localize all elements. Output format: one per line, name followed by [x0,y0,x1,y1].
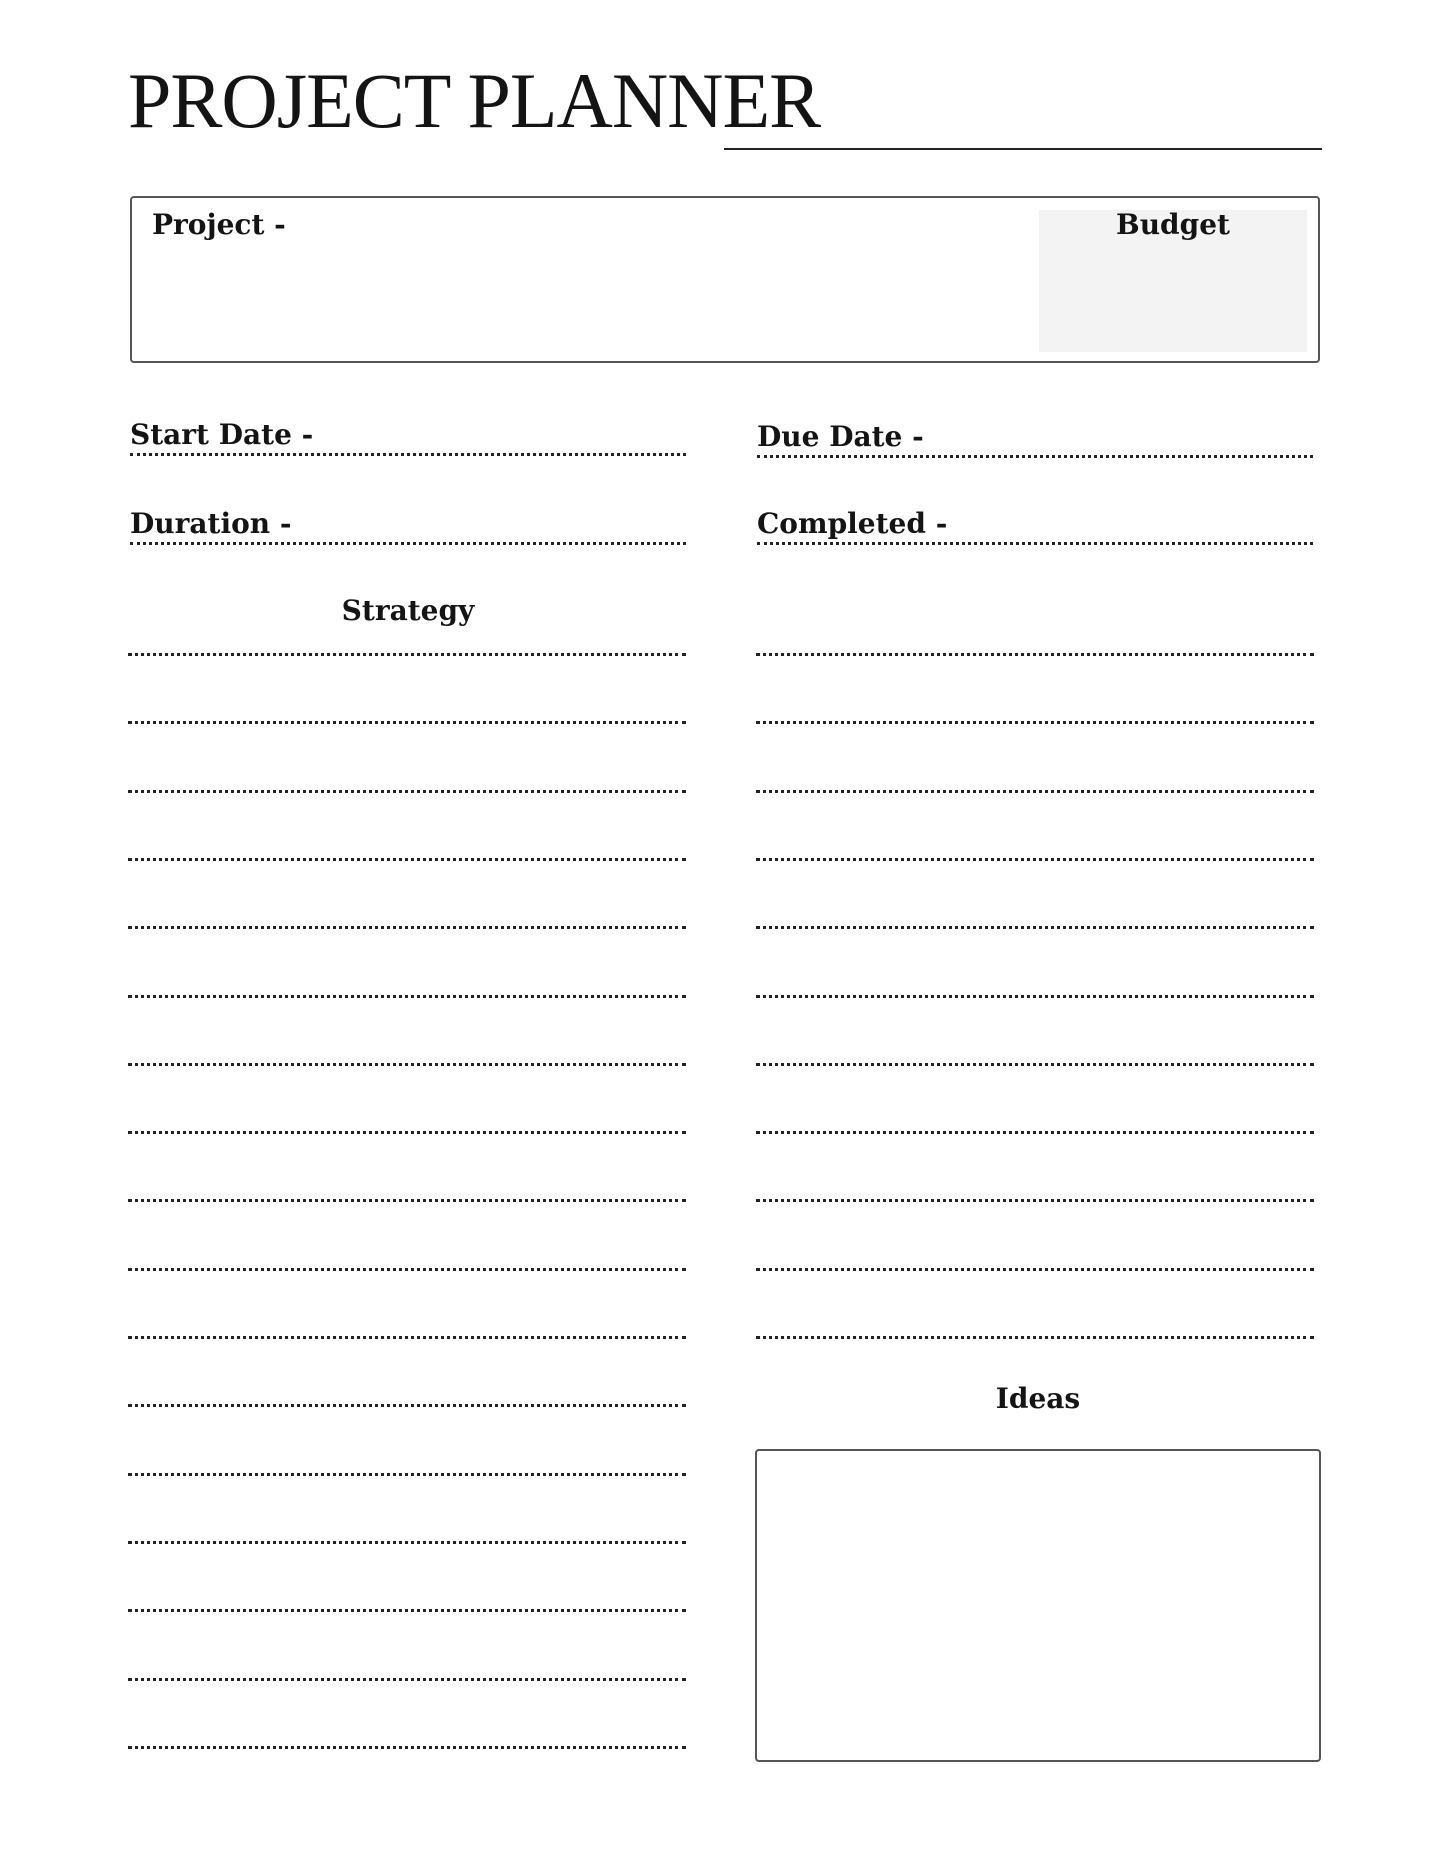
start-date-field[interactable] [130,400,686,456]
writing-line[interactable] [756,858,1314,861]
writing-line[interactable] [128,1404,686,1407]
writing-line[interactable] [128,1199,686,1202]
writing-line[interactable] [128,1746,686,1749]
writing-line[interactable] [128,995,686,998]
writing-line[interactable] [128,926,686,929]
ideas-heading: Ideas [995,1382,1081,1415]
writing-line[interactable] [756,1336,1314,1339]
writing-line[interactable] [128,1336,686,1339]
ideas-box[interactable] [755,1449,1321,1762]
writing-line[interactable] [756,1199,1314,1202]
completed-label: Completed - [757,507,948,540]
start-date-label: Start Date - [130,418,314,451]
budget-panel[interactable] [1039,210,1307,352]
page-title: PROJECT PLANNER [128,57,821,144]
writing-line[interactable] [128,1473,686,1476]
writing-line[interactable] [128,858,686,861]
writing-line[interactable] [756,926,1314,929]
title-underline [724,148,1322,150]
writing-line[interactable] [756,1063,1314,1066]
budget-label: Budget [1116,208,1230,241]
writing-line[interactable] [756,1131,1314,1134]
writing-line[interactable] [128,790,686,793]
writing-line[interactable] [756,995,1314,998]
writing-line[interactable] [128,653,686,656]
duration-field[interactable] [130,489,686,545]
writing-line[interactable] [128,1063,686,1066]
writing-line[interactable] [756,790,1314,793]
writing-line[interactable] [128,1268,686,1271]
writing-line[interactable] [128,1609,686,1612]
strategy-heading: Strategy [341,594,475,627]
project-label: Project - [152,208,286,241]
duration-label: Duration - [130,507,292,540]
writing-line[interactable] [128,1131,686,1134]
due-date-field[interactable] [757,402,1313,458]
writing-line[interactable] [128,1678,686,1681]
project-box[interactable] [130,196,1320,363]
writing-line[interactable] [128,721,686,724]
completed-field[interactable] [757,489,1313,545]
writing-line[interactable] [756,1268,1314,1271]
writing-line[interactable] [756,653,1314,656]
due-date-label: Due Date - [757,420,924,453]
writing-line[interactable] [756,721,1314,724]
writing-line[interactable] [128,1541,686,1544]
